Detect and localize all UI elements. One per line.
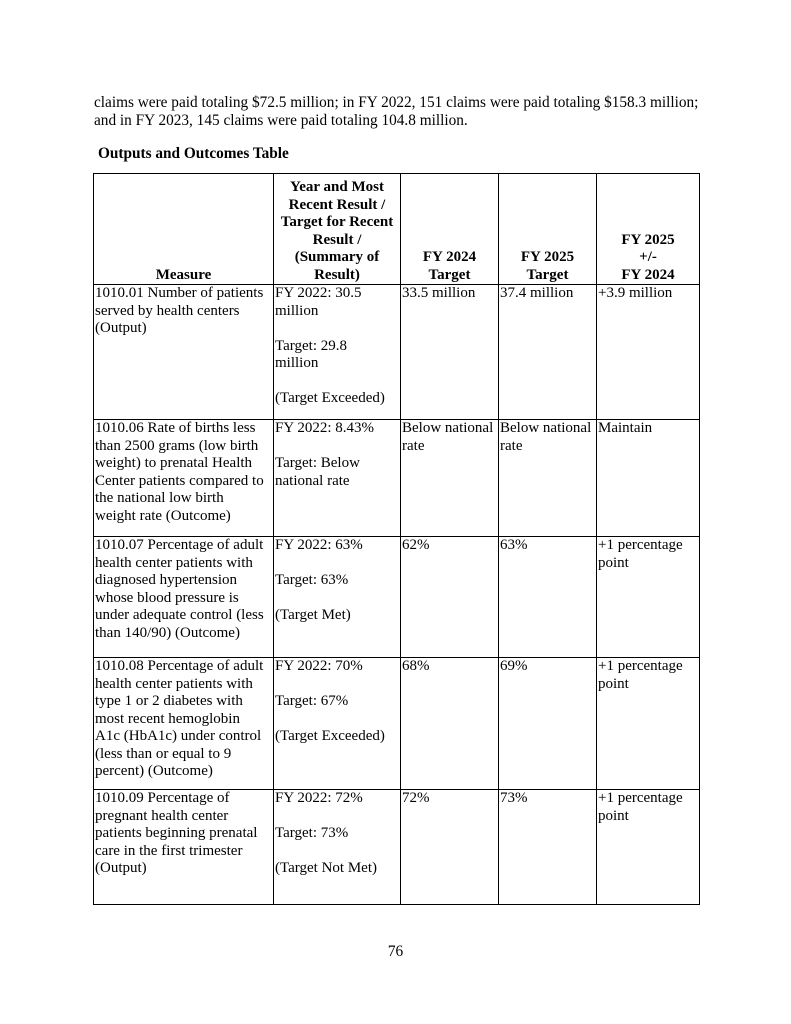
- cell-fy2025-target: Below national rate: [499, 420, 597, 537]
- cell-fy2024-target: 62%: [401, 537, 499, 658]
- cell-fy2025-target: 69%: [499, 658, 597, 790]
- cell-fy2024-target: 72%: [401, 790, 499, 905]
- cell-fy2024-target: Below national rate: [401, 420, 499, 537]
- cell-fy2024-target: 68%: [401, 658, 499, 790]
- cell-measure: 1010.06 Rate of births less than 2500 grams (low birth weight) to prenatal Health Center patients compared to the national low birth weight rate (Outcome): [94, 420, 274, 537]
- header-change: FY 2025 +/- FY 2024: [597, 174, 700, 285]
- cell-change: +1 percentage point: [597, 790, 700, 905]
- table-row: [94, 285, 700, 420]
- header-fy2024-target: FY 2024 Target: [401, 174, 499, 285]
- cell-measure: 1010.08 Percentage of adult health center patients with type 1 or 2 diabetes with most recent hemoglobin A1c (HbA1c) under control (less than or equal to 9 percent) (Outcome): [94, 658, 274, 790]
- cell-recent-result: FY 2022: 72% Target: 73% (Target Not Met): [274, 790, 401, 905]
- cell-measure: 1010.01 Number of patients served by health centers (Output): [94, 285, 274, 420]
- cell-recent-result: FY 2022: 70% Target: 67% (Target Exceeded): [274, 658, 401, 790]
- intro-paragraph: claims were paid totaling $72.5 million; in FY 2022, 151 claims were paid totaling $158.3 million; and in FY 2023, 145 claims were paid totaling 104.8 million.: [94, 94, 699, 129]
- cell-fy2025-target: 37.4 million: [499, 285, 597, 420]
- page-number: 76: [387, 943, 404, 960]
- cell-change: +1 percentage point: [597, 658, 700, 790]
- table-row: [94, 420, 700, 537]
- table-row: [94, 658, 700, 790]
- cell-change: Maintain: [597, 420, 700, 537]
- outputs-outcomes-table: [93, 173, 700, 905]
- header-recent-result: Year and Most Recent Result / Target for Recent Result / (Summary of Result): [274, 174, 401, 285]
- table-row: [94, 790, 700, 905]
- table-title: Outputs and Outcomes Table: [98, 145, 289, 162]
- cell-fy2024-target: 33.5 million: [401, 285, 499, 420]
- cell-fy2025-target: 73%: [499, 790, 597, 905]
- cell-recent-result: FY 2022: 63% Target: 63% (Target Met): [274, 537, 401, 658]
- table-row: [94, 537, 700, 658]
- header-fy2025-target: FY 2025 Target: [499, 174, 597, 285]
- cell-fy2025-target: 63%: [499, 537, 597, 658]
- cell-measure: 1010.07 Percentage of adult health center patients with diagnosed hypertension whose blood pressure is under adequate control (less than 140/90) (Outcome): [94, 537, 274, 658]
- cell-change: +1 percentage point: [597, 537, 700, 658]
- table-header-row: [94, 174, 700, 285]
- cell-change: +3.9 million: [597, 285, 700, 420]
- cell-measure: 1010.09 Percentage of pregnant health center patients beginning prenatal care in the first trimester (Output): [94, 790, 274, 905]
- cell-recent-result: FY 2022: 30.5 million Target: 29.8 million (Target Exceeded): [274, 285, 401, 420]
- header-measure: Measure: [94, 174, 274, 285]
- cell-recent-result: FY 2022: 8.43% Target: Below national rate: [274, 420, 401, 537]
